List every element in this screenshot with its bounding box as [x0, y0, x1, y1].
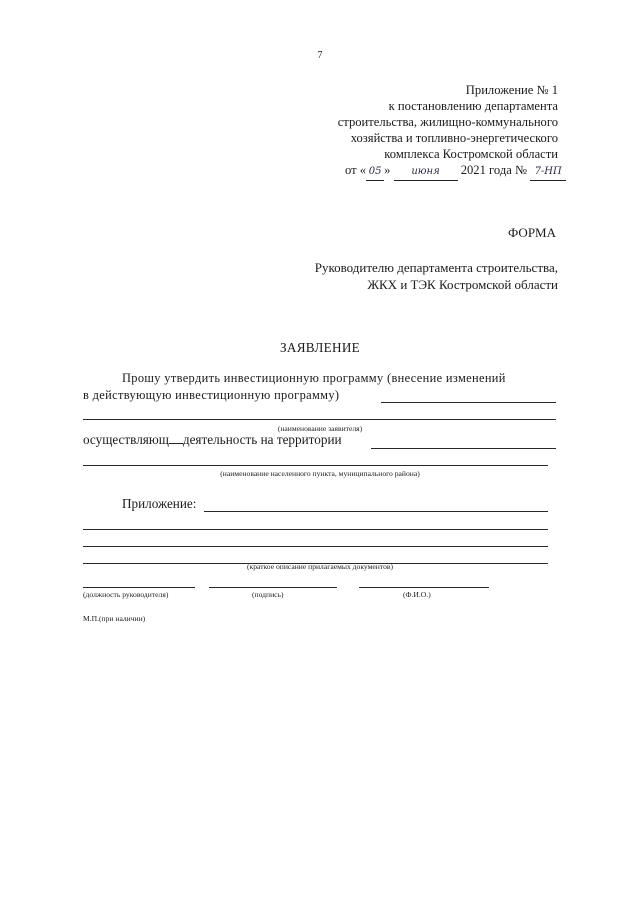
- appendix-date-line: от « 05 » июня 2021 года № 7-НП: [345, 162, 566, 181]
- date-prefix: от «: [345, 163, 367, 177]
- doc-number-handwritten: 7-НП: [530, 164, 566, 181]
- addressee-line-1: Руководителю департамента строительства,: [314, 260, 558, 275]
- appendix-title: Приложение № 1: [465, 83, 558, 97]
- signature-field-line: [209, 587, 337, 588]
- territory-field-line-1: [371, 448, 556, 449]
- attachment-field-line-3: [83, 546, 548, 547]
- date-day-handwritten: 05: [366, 164, 384, 181]
- body-line-1: Прошу утвердить инвестиционную программу (внесение изменений: [122, 371, 506, 385]
- caption-position: (должность руководителя): [83, 590, 169, 599]
- body-line-3: [83, 432, 342, 448]
- appendix-line-3: строительства, жилищно-коммунального: [337, 115, 558, 129]
- body-line-3-end: деятельность на территории: [182, 432, 342, 447]
- attachment-label: Приложение:: [122, 496, 197, 511]
- body-line-3-start: осуществляющ: [83, 432, 169, 447]
- attachment-field-line-1: [204, 511, 548, 512]
- attachment-field-line-2: [83, 529, 548, 530]
- name-field-line: [359, 587, 489, 588]
- appendix-line-4: хозяйства и топливно-энергетического: [350, 131, 558, 145]
- caption-applicant: (наименование заявителя): [277, 424, 363, 433]
- caption-signature: (подпись): [252, 590, 284, 599]
- applicant-field-line: [83, 419, 556, 420]
- date-suffix: 2021 года №: [460, 163, 527, 177]
- page-number: 7: [317, 50, 323, 61]
- territory-field-line-2: [83, 465, 548, 466]
- appendix-line-2: к постановлению департамента: [388, 99, 558, 113]
- addressee-line-2: ЖКХ и ТЭК Костромской области: [367, 277, 558, 292]
- caption-docs: (краткое описание прилагаемых документов): [247, 562, 393, 571]
- caption-name: (Ф.И.О.): [403, 590, 431, 599]
- document-title: ЗАЯВЛЕНИЕ: [279, 340, 361, 355]
- position-field-line: [83, 587, 195, 588]
- program-field-line: [381, 402, 556, 403]
- stamp-note: М.П.(при наличии): [83, 614, 146, 623]
- appendix-line-5: комплекса Костромской области: [384, 147, 558, 161]
- body-line-2: в действующую инвестиционную программу): [83, 388, 340, 402]
- caption-territory: (наименование населенного пункта, муниципального района): [220, 469, 420, 478]
- form-label: ФОРМА: [508, 225, 556, 240]
- date-month-handwritten: июня: [394, 164, 458, 181]
